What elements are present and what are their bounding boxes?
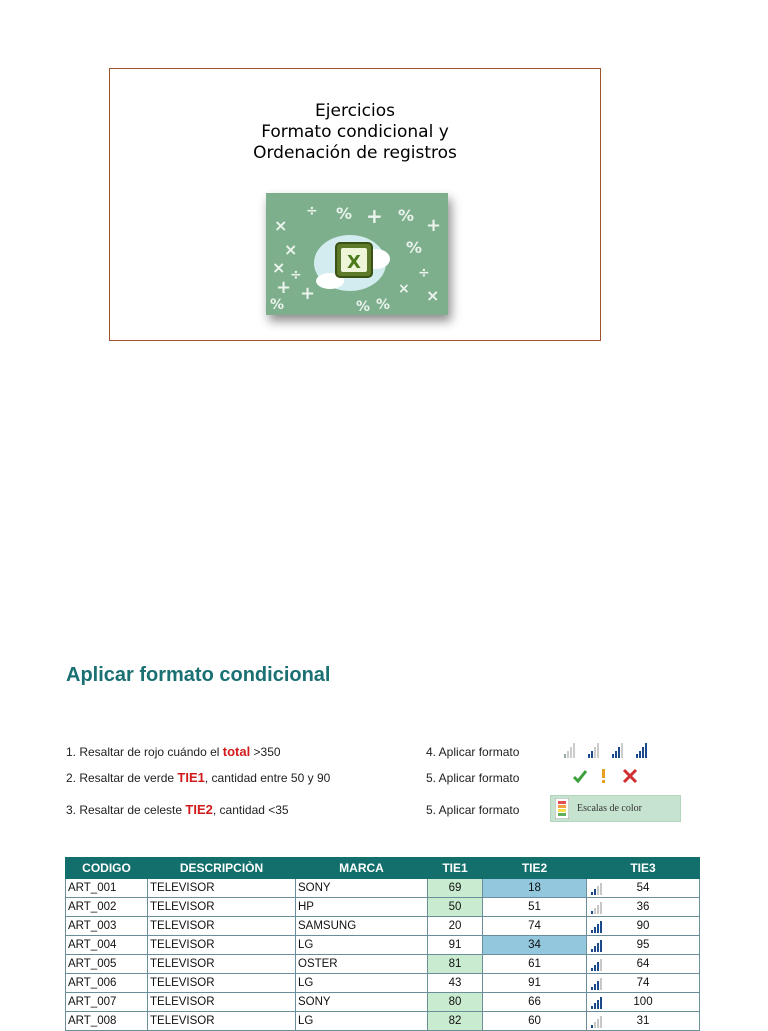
cell-tie2[interactable]: 61 [483,955,587,974]
exclamation-icon [602,769,605,778]
instruction-3-pre: 3. Resaltar de celeste [66,803,186,817]
cell-marca[interactable]: OSTER [296,955,428,974]
cell-tie1[interactable]: 91 [428,936,483,955]
svg-text:%: % [270,297,285,313]
color-scales-button[interactable] [550,795,681,822]
data-table [65,857,700,1031]
signal-bar-icon [591,977,605,990]
cell-codigo[interactable]: ART_003 [66,917,148,936]
svg-text:+: + [426,215,442,236]
instruction-2-highlight: TIE1 [177,770,205,785]
cell-marca[interactable]: HP [296,898,428,917]
icon-sets-bars [562,741,658,766]
cell-descripcion[interactable]: TELEVISOR [148,993,296,1012]
check-icon [574,771,586,781]
cell-tie2[interactable]: 66 [483,993,587,1012]
cell-descripcion[interactable]: TELEVISOR [148,879,296,898]
instruction-1-highlight: total [222,744,251,759]
svg-text:X: X [347,252,361,273]
svg-text:+: + [366,204,383,228]
cell-codigo[interactable]: ART_006 [66,974,148,993]
cell-tie1[interactable]: 20 [428,917,483,936]
cell-tie1[interactable]: 69 [428,879,483,898]
cell-tie1[interactable]: 50 [428,898,483,917]
cell-descripcion[interactable]: TELEVISOR [148,974,296,993]
signal-bar-icon [591,939,605,952]
cell-descripcion[interactable]: TELEVISOR [148,898,296,917]
cell-marca[interactable]: LG [296,974,428,993]
cover-line-1: Ejercicios [315,101,395,121]
section-title: Aplicar formato condicional [66,664,331,686]
apply-format-5b: 5. Aplicar formato [426,803,520,817]
header-tie1[interactable]: TIE1 [428,858,483,879]
cell-tie3-value: 31 [636,1015,650,1027]
cell-tie1[interactable]: 81 [428,955,483,974]
signal-bar-icon [591,920,605,933]
cell-descripcion[interactable]: TELEVISOR [148,955,296,974]
cell-tie3-value: 90 [636,920,650,932]
cell-tie3[interactable] [587,917,700,936]
table-row [66,898,700,917]
cover-line-3: Ordenación de registros [253,143,457,163]
instruction-2 [66,770,330,785]
signal-bars-icon [562,741,658,761]
cell-descripcion[interactable]: TELEVISOR [148,1012,296,1031]
cell-tie3[interactable] [587,955,700,974]
signal-bar-icon [591,958,605,971]
table-row [66,936,700,955]
cell-codigo[interactable]: ART_008 [66,1012,148,1031]
cell-marca[interactable]: SONY [296,993,428,1012]
cell-tie3[interactable] [587,993,700,1012]
instruction-2-post: , cantidad entre 50 y 90 [204,771,331,785]
instruction-2-pre: 2. Resaltar de verde [66,771,178,785]
cell-tie2[interactable]: 91 [483,974,587,993]
svg-text:%: % [376,297,391,313]
table-header-row [66,858,700,879]
svg-text:%: % [406,238,423,257]
svg-text:%: % [398,206,415,225]
color-scales-label: Escalas de color [577,803,642,814]
instruction-3-highlight: TIE2 [185,802,213,817]
cell-tie2[interactable]: 34 [483,936,587,955]
cover-frame [109,68,601,341]
cell-marca[interactable]: LG [296,1012,428,1031]
signal-bar-icon [591,1015,605,1028]
apply-format-5a: 5. Aplicar formato [426,771,520,785]
svg-text:%: % [356,299,371,315]
table-row [66,1012,700,1031]
cell-tie2[interactable]: 18 [483,879,587,898]
cell-codigo[interactable]: ART_004 [66,936,148,955]
cell-codigo[interactable]: ART_007 [66,993,148,1012]
signal-bar-icon [591,901,605,914]
cell-tie3[interactable] [587,879,700,898]
cell-tie3-value: 100 [633,996,653,1008]
cell-tie3-value: 74 [636,977,650,989]
cell-codigo[interactable]: ART_005 [66,955,148,974]
cell-codigo[interactable]: ART_002 [66,898,148,917]
svg-text:÷: ÷ [306,203,318,219]
instruction-1-post: >350 [250,745,281,759]
apply-format-4: 4. Aplicar formato [426,745,520,759]
excel-logo-image [266,193,448,315]
color-scale-icon [555,798,569,819]
table-row [66,879,700,898]
cell-tie3-value: 54 [636,882,650,894]
header-descripcion[interactable]: DESCRIPCIÒN [148,858,296,879]
cell-tie2[interactable]: 51 [483,898,587,917]
table-row [66,955,700,974]
cell-tie3[interactable] [587,936,700,955]
cell-tie2[interactable]: 74 [483,917,587,936]
cell-codigo[interactable]: ART_001 [66,879,148,898]
instruction-3 [66,802,289,817]
cell-tie3-value: 95 [636,939,650,951]
table-row [66,917,700,936]
cell-tie3[interactable] [587,974,700,993]
cover-title [110,101,600,164]
cell-tie1[interactable]: 80 [428,993,483,1012]
svg-text:÷: ÷ [418,265,430,281]
cell-marca[interactable]: SONY [296,879,428,898]
cell-tie3[interactable] [587,898,700,917]
cell-tie2[interactable]: 60 [483,1012,587,1031]
svg-text:×: × [398,281,410,297]
icon-sets-symbols [572,766,642,791]
cell-descripcion[interactable]: TELEVISOR [148,917,296,936]
cover-line-2: Formato condicional y [261,122,449,142]
cell-descripcion[interactable]: TELEVISOR [148,936,296,955]
header-tie2[interactable]: TIE2 [483,858,587,879]
header-codigo[interactable]: CODIGO [66,858,148,879]
signal-bar-icon [591,996,605,1009]
svg-text:×: × [426,286,440,305]
cell-marca[interactable]: SAMSUNG [296,917,428,936]
cell-tie1[interactable]: 82 [428,1012,483,1031]
header-tie3[interactable]: TIE3 [587,858,700,879]
table-row [66,993,700,1012]
cell-tie1[interactable]: 43 [428,974,483,993]
table-row [66,974,700,993]
svg-text:×: × [272,258,286,277]
instruction-1-pre: 1. Resaltar de rojo cuándo el [66,745,223,759]
svg-text:÷: ÷ [290,267,302,283]
cell-tie3[interactable] [587,1012,700,1031]
svg-text:%: % [336,204,353,223]
svg-text:+: + [300,283,316,304]
cell-tie3-value: 64 [636,958,650,970]
instruction-1 [66,744,281,759]
svg-text:+: + [276,277,292,298]
cross-icon [624,770,636,782]
instruction-3-post: , cantidad <35 [212,803,289,817]
cell-tie3-value: 36 [636,901,650,913]
header-marca[interactable]: MARCA [296,858,428,879]
svg-text:×: × [284,240,298,259]
svg-text:×: × [274,216,288,235]
signal-bar-icon [591,882,605,895]
cell-marca[interactable]: LG [296,936,428,955]
